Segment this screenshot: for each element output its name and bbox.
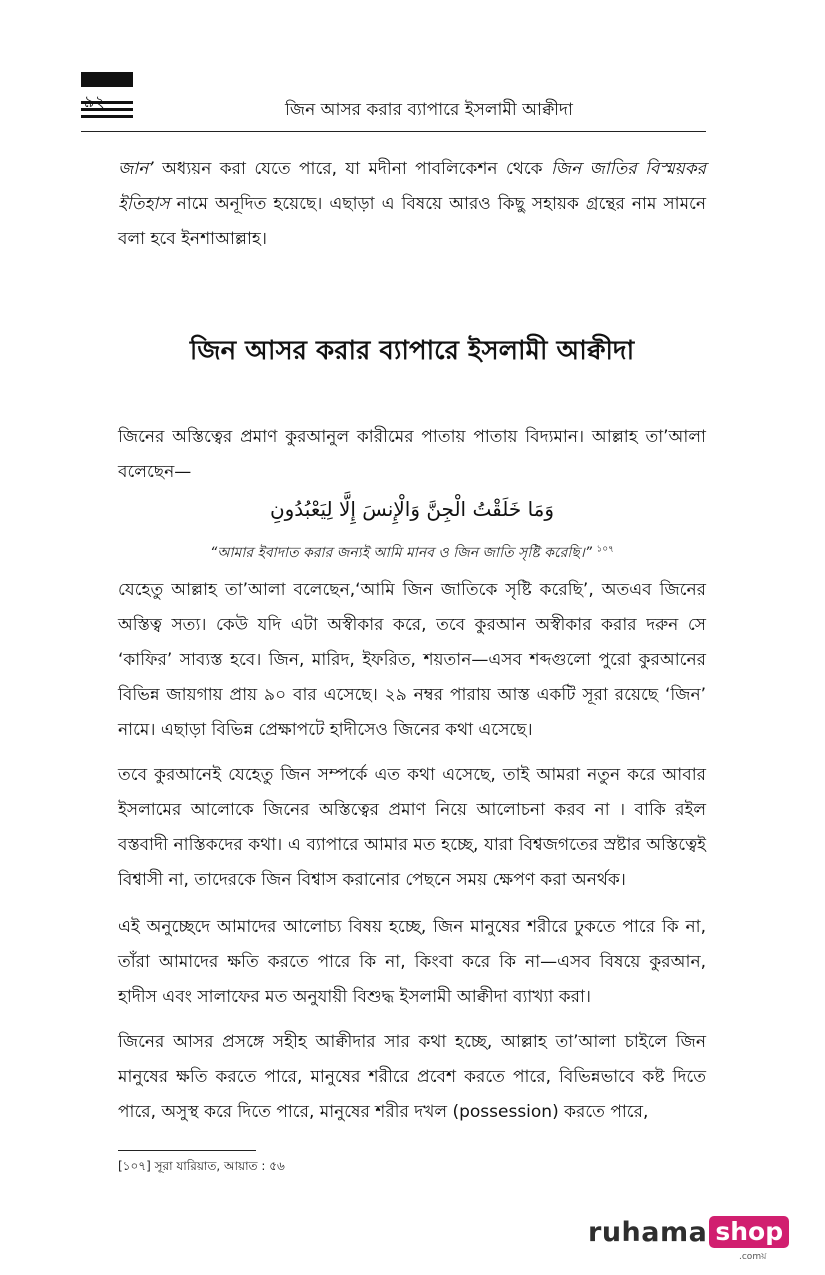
footnote: [১০৭] সূরা যারিয়াত, আয়াত : ৫৬ — [118, 1159, 285, 1173]
quran-verse-arabic: وَمَا خَلَقْتُ الْجِنَّ وَالْإِنسَ إِلَّا لِيَعْبُدُونِ — [269, 497, 555, 521]
ruhamashop-logo — [588, 1215, 789, 1249]
paragraph-body-3: এই অনুচ্ছেদে আমাদের আলোচ্য বিষয় হচ্ছে, জিন মানুষের শরীরে ঢুকতে পারে কি না, তাঁরা আমাদের ক্ষতি করতে পারে কি না, কিংবা করে কি না—এসব বিষয়ে কুরআন, হাদীস এবং সালাফের মত অনুযায়ী বিশুদ্ধ ইসলামী আক্বীদা ব্যাখ্যা করা। — [118, 917, 706, 1007]
quran-verse-translation — [118, 541, 706, 565]
page-number: ৯২ — [84, 92, 105, 111]
intro-italic-book: জিন জাতির বিস্ময়কর ইতিহাস — [118, 159, 706, 214]
intro-text-2: নামে অনূদিত হয়েছে। এছাড়া এ বিষয়ে আরও কিছু সহায়ক গ্রন্থের নাম সামনে বলা হবে ইনশাআল্লাহ। — [118, 194, 706, 249]
footnote-ref: ১০৭ — [596, 544, 615, 555]
chapter-title: জিন আসর করার ব্যাপারে ইসলামী আক্বীদা — [189, 336, 635, 366]
logo-domain: .comয় — [739, 1252, 767, 1262]
header-bar-thick — [81, 72, 133, 87]
logo-badge: shop — [709, 1216, 789, 1248]
logo-text: ruhama — [588, 1216, 708, 1248]
paragraph-body-2: তবে কুরআনেই যেহেতু জিন সম্পর্কে এত কথা এসেছে, তাই আমরা নতুন করে আবার ইসলামের আলোকে জিনের অস্তিত্বের প্রমাণ নিয়ে আলোচনা করব না । বাকি রইল বস্তবাদী নাস্তিকদের কথা। এ ব্যাপারে আমার মত হচ্ছে, যারা বিশ্বজগতের স্রষ্টার অস্তিত্বেই বিশ্বাসী না, তাদেরকে জিন বিশ্বাস করানোর পেছনে সময় ক্ষেপণ করা অনর্থক। — [118, 765, 706, 890]
intro-italic-lead: জান’ — [118, 159, 154, 179]
paragraph-body-4: জিনের আসর প্রসঙ্গে সহীহ আক্বীদার সার কথা হচ্ছে, আল্লাহ তা’আলা চাইলে জিন মানুষের ক্ষতি করতে পারে, মানুষের শরীরে প্রবেশ করতে পারে, বিভিন্নভাবে কষ্ট দিতে পারে, অসুস্থ করে দিতে পারে, মানুষের শরীর দখল (possession) করতে পারে, — [118, 1032, 706, 1122]
footnote-divider — [118, 1150, 256, 1151]
intro-text-1: অধ্যয়ন করা যেতে পারে, যা মদীনা পাবলিকেশন থেকে — [153, 159, 551, 179]
paragraph-body-1: যেহেতু আল্লাহ তা’আলা বলেছেন,‘আমি জিন জাতিকে সৃষ্টি করেছি’, অতএব জিনের অস্তিত্ব সত্য। কেউ যদি এটা অস্বীকার করে, তবে কুরআন অস্বীকার করার দরুন সে ‘কাফির’ সাব্যস্ত হবে। জিন, মারিদ, ইফরিত, শয়তান—এসব শব্দগুলো পুরো কুরআনের বিভিন্ন জায়গায় প্রায় ৯০ বার এসেছে। ২৯ নম্বর পারায় আস্ত একটি সূরা রয়েছে ‘জিন’ নামে। এছাড়া বিভিন্ন প্রেক্ষাপটে হাদীসেও জিনের কথা এসেছে। — [118, 580, 706, 740]
intro-paragraph — [118, 152, 706, 257]
translation-text: “আমার ইবাদাত করার জন্যই আমি মানব ও জিন জাতি সৃষ্টি করেছি।” — [209, 545, 593, 561]
header-divider — [81, 131, 706, 132]
paragraph-evidence: জিনের অস্তিত্বের প্রমাণ কুরআনুল কারীমের পাতায় পাতায় বিদ্যমান। আল্লাহ তা’আলা বলেছেন— — [118, 427, 706, 482]
running-title: জিন আসর করার ব্যাপারে ইসলামী আক্বীদা — [285, 100, 573, 120]
